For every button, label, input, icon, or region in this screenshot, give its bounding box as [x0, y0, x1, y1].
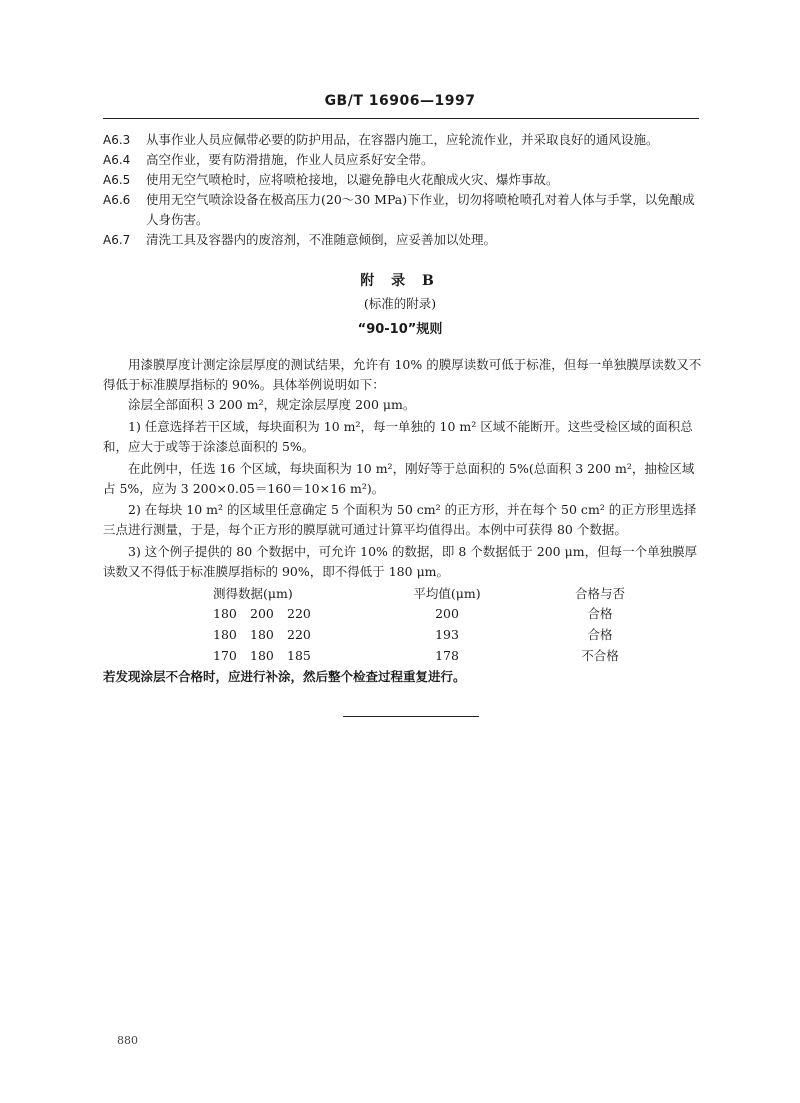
table-header-result: 合格与否 [574, 586, 625, 601]
clause-a6-5 [103, 170, 703, 190]
clause-text: 高空作业，要有防滑措施，作业人员应系好安全带。 [146, 152, 434, 167]
annex-name: “90-10”规则 [357, 322, 443, 337]
table-header-average: 平均值(μm) [413, 586, 481, 601]
measured-value: 220 [287, 627, 311, 642]
paragraph-step-3: 3) 这个例子提供的 80 个数据中，可允许 10% 的数据，即 8 个数据低于 200 μm，但每一个单独膜厚读数又不得低于标准膜厚指标的 90%，即不得低于 180 μm。 [103, 544, 698, 579]
table-header-row [0, 584, 800, 604]
average-value: 178 [435, 648, 459, 663]
paragraph-example: 在此例中，任选 16 个区域，每块面积为 10 m²，刚好等于总面积的 5%(总面积 3 200 m²，抽检区域占 5%，应为 3 200×0.05＝160＝10×16 m²)。 [103, 461, 695, 496]
clause-text: 从事作业人员应佩带必要的防护用品，在容器内施工，应轮流作业，并采取良好的通风设施。 [146, 132, 659, 147]
standard-number-header: GB/T 16906—1997 [324, 93, 476, 109]
annex-title: 附 录 B [360, 273, 440, 289]
clause-text: 使用无空气喷涂设备在极高压力(20～30 MPa)下作业，切勿将喷枪喷孔对着人体与手掌，以免酿成人身伤害。 [146, 192, 695, 227]
measured-value: 200 [250, 606, 274, 621]
clause-a6-4 [103, 150, 703, 170]
clause-a6-6 [103, 190, 703, 230]
end-rule [343, 716, 479, 717]
paragraph-intro: 用漆膜厚度计测定涂层厚度的测试结果，允许有 10% 的膜厚读数可低于标准，但每一单独膜厚读数又不得低于标准膜厚指标的 90%。具体举例说明如下： [103, 357, 702, 392]
measured-value: 180 [213, 627, 237, 642]
clause-number: A6.4 [103, 153, 131, 167]
paragraph-step-1: 1) 任意选择若干区域，每块面积为 10 m²，每一单独的 10 m² 区域不能断开。这些受检区域的面积总和，应大于或等于涂漆总面积的 5%。 [103, 419, 693, 454]
annex-subtitle: (标准的附录) [363, 296, 437, 311]
measured-values [213, 625, 324, 645]
paragraph-step-2: 2) 在每块 10 m² 的区域里任意确定 5 个面积为 50 cm² 的正方形，并在每个 50 cm² 的正方形里选择三点进行测量，于是，每个正方形的膜厚就可通过计算平均值得出。本例中可获得 80 个数据。 [103, 502, 697, 537]
clause-a6-7 [103, 230, 703, 250]
measured-value: 180 [250, 648, 274, 663]
page-number: 880 [117, 1034, 138, 1047]
result-value: 合格 [587, 627, 613, 642]
measured-value: 185 [287, 648, 311, 663]
result-value: 合格 [587, 606, 613, 621]
measured-value: 180 [250, 627, 274, 642]
table-row [0, 646, 800, 666]
clause-text: 清洗工具及容器内的废溶剂，不准随意倾倒，应妥善加以处理。 [146, 232, 497, 247]
measured-values [213, 604, 324, 624]
measured-values [213, 646, 324, 666]
measured-value: 220 [287, 606, 311, 621]
average-value: 193 [435, 627, 459, 642]
clause-a6-3 [103, 130, 703, 150]
table-row [0, 604, 800, 624]
measured-value: 170 [213, 648, 237, 663]
average-value: 200 [435, 606, 459, 621]
measured-value: 180 [213, 606, 237, 621]
clause-number: A6.6 [103, 193, 131, 207]
header-rule [103, 118, 699, 119]
clause-number: A6.7 [103, 233, 131, 247]
clause-number: A6.3 [103, 133, 131, 147]
table-row [0, 625, 800, 645]
clause-number: A6.5 [103, 173, 131, 187]
paragraph-area: 涂层全部面积 3 200 m²，规定涂层厚度 200 μm。 [128, 397, 416, 412]
clause-text: 使用无空气喷枪时，应将喷枪接地，以避免静电火花酿成火灾、爆炸事故。 [146, 172, 559, 187]
result-value: 不合格 [581, 648, 619, 663]
closing-sentence: 若发现涂层不合格时，应进行补涂，然后整个检查过程重复进行。 [103, 669, 466, 684]
table-header-measured: 测得数据(μm) [213, 586, 293, 601]
